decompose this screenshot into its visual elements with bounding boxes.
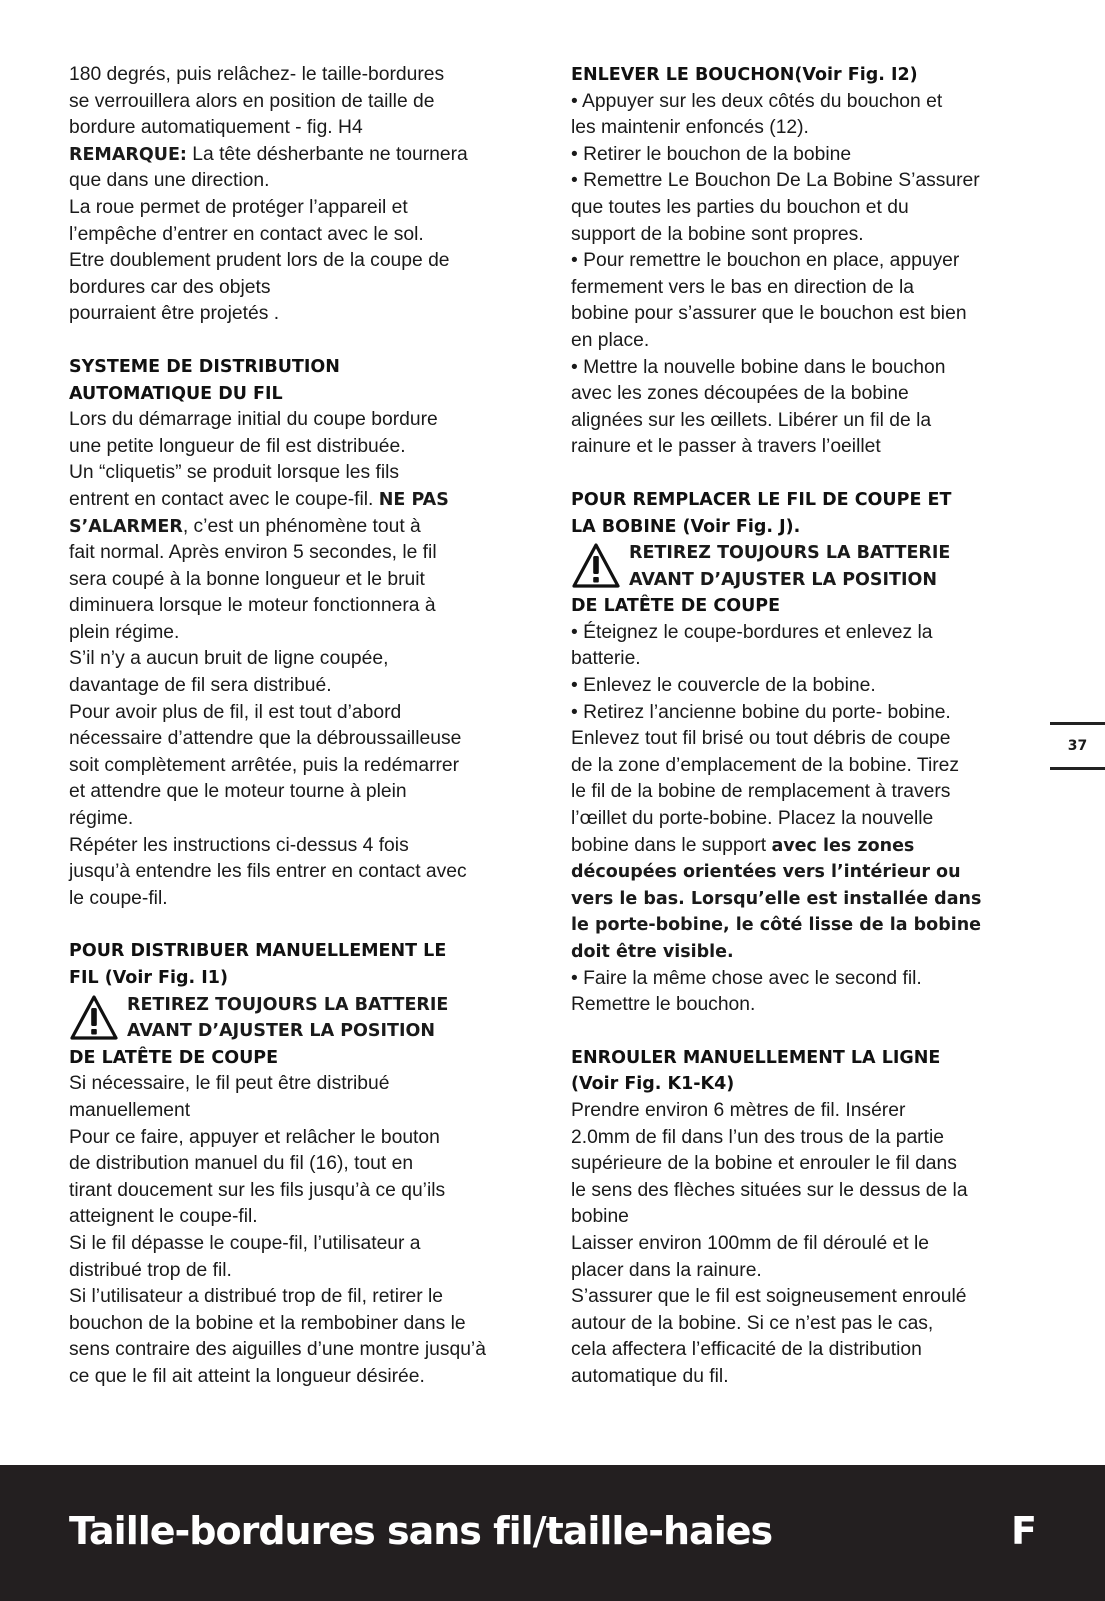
text-line: S’il n’y a aucun bruit de ligne coupée,	[69, 648, 389, 670]
warning-triangle-icon	[69, 994, 119, 1042]
text-line: • Faire la même chose avec le second fil.	[571, 967, 922, 989]
warning-line: AVANT D’AJUSTER LA POSITION	[127, 1021, 436, 1042]
footer-bar	[0, 1465, 1105, 1601]
text-line: pourraient être projetés .	[69, 303, 280, 325]
text-line: manuellement	[69, 1099, 191, 1121]
text-line: bobine	[571, 1206, 629, 1228]
section-heading: POUR REMPLACER LE FIL DE COUPE ET	[571, 489, 952, 510]
text-line: de distribution manuel du fil (16), tout en	[69, 1153, 414, 1175]
text-line: une petite longueur de fil est distribuée.	[69, 435, 406, 457]
text-line: en place.	[571, 329, 650, 351]
text-line: le sens des flèches situées sur le dessus de la	[571, 1179, 968, 1201]
text-line: Enlevez tout fil brisé ou tout débris de coupe	[571, 728, 951, 750]
section-heading: (Voir Fig. K1-K4)	[571, 1074, 735, 1095]
text-line: supérieure de la bobine et enrouler le fil dans	[571, 1153, 957, 1175]
text-line: bobine pour s’assurer que le bouchon est bien	[571, 303, 967, 325]
text-line: sera coupé à la bonne longueur et le bruit	[69, 568, 425, 590]
text-line: La roue permet de protéger l’appareil et	[69, 196, 408, 218]
text-line: automatique du fil.	[571, 1365, 729, 1387]
emphasis: NE PAS	[378, 489, 449, 510]
text-line: • Pour remettre le bouchon en place, appuyer	[571, 250, 960, 272]
warning-line: RETIREZ TOUJOURS LA BATTERIE	[629, 543, 951, 564]
text-line: nécessaire d’attendre que la débroussailleuse	[69, 728, 462, 750]
text-line: jusqu’à entendre les fils entrer en contact avec	[69, 861, 467, 883]
right-column	[571, 62, 1041, 1391]
language-code: F	[1011, 1509, 1037, 1553]
text-line: Si nécessaire, le fil peut être distribué	[69, 1073, 390, 1095]
warning-block	[69, 992, 539, 1045]
text-span: entrent en contact avec le coupe-fil.	[69, 488, 379, 510]
warning-text	[127, 992, 448, 1045]
text-line: autour de la bobine. Si ce n’est pas le cas,	[571, 1312, 934, 1334]
emphasis-line: découpées orientées vers l’intérieur ou	[571, 862, 961, 883]
warning-block	[571, 540, 1041, 593]
text-line: Si le fil dépasse le coupe-fil, l’utilisateur a	[69, 1232, 421, 1254]
text-line: • Remettre Le Bouchon De La Bobine S’assurer	[571, 170, 980, 192]
text-line: atteignent le coupe-fil.	[69, 1206, 258, 1228]
text-line: Remettre le bouchon.	[571, 994, 756, 1016]
footer-title: Taille-bordures sans fil/taille-haies	[69, 1509, 773, 1553]
text-line: Laisser environ 100mm de fil déroulé et le	[571, 1232, 929, 1254]
emphasis-line: doit être visible.	[571, 942, 734, 962]
text-line: Prendre environ 6 mètres de fil. Insérer	[571, 1099, 906, 1121]
text-line	[69, 514, 539, 541]
text-span: bobine dans le support	[571, 834, 772, 856]
text-line: sens contraire des aiguilles d’une montre jusqu’à	[69, 1339, 486, 1361]
text-line	[571, 833, 1041, 860]
text-line: support de la bobine sont propres.	[571, 223, 864, 245]
text-span: , c’est un phénomène tout à	[182, 515, 421, 537]
text-line: soit complètement arrêtée, puis la redémarrer	[69, 754, 460, 776]
warning-tail: DE LATÊTE DE COUPE	[571, 596, 781, 617]
text-line: Etre doublement prudent lors de la coupe de	[69, 250, 450, 272]
section-heading: POUR DISTRIBUER MANUELLEMENT LE	[69, 941, 447, 962]
text-line: bordure automatiquement - fig. H4	[69, 117, 363, 139]
text-line: placer dans la rainure.	[571, 1259, 762, 1281]
section-heading: FIL (Voir Fig. I1)	[69, 968, 228, 988]
text-line: Lors du démarrage initial du coupe bordure	[69, 409, 438, 431]
text-line: fait normal. Après environ 5 secondes, le fil	[69, 542, 437, 564]
text-line: avec les zones découpées de la bobine	[571, 383, 909, 405]
section-heading: SYSTEME DE DISTRIBUTION	[69, 356, 340, 377]
text-line: régime.	[69, 808, 134, 830]
text-line: distribué trop de fil.	[69, 1259, 232, 1281]
text-line: Pour avoir plus de fil, il est tout d’abord	[69, 701, 402, 723]
text-line: les maintenir enfoncés (12).	[571, 117, 809, 139]
text-line: S’assurer que le fil est soigneusement enroulé	[571, 1286, 967, 1308]
section-heading: ENROULER MANUELLEMENT LA LIGNE	[571, 1047, 941, 1068]
text-line: le fil de la bobine de remplacement à travers	[571, 781, 951, 803]
text-line: se verrouillera alors en position de taille de	[69, 90, 435, 112]
text-line: l’œillet du porte-bobine. Placez la nouvelle	[571, 808, 934, 830]
text-line: l’empêche d’entrer en contact avec le sol.	[69, 223, 424, 245]
text-line: de la zone d’emplacement de la bobine. Tirez	[571, 754, 960, 776]
emphasis: avec les zones	[771, 835, 915, 856]
text-line: fermement vers le bas en direction de la	[571, 276, 914, 298]
left-column	[69, 62, 539, 1391]
text-line: batterie.	[571, 648, 641, 670]
emphasis-line: le porte-bobine, le côté lisse de la bobine	[571, 915, 982, 936]
text-line: 2.0mm de fil dans l’un des trous de la partie	[571, 1126, 944, 1148]
section-heading: LA BOBINE (Voir Fig. J).	[571, 516, 801, 537]
text-line: ce que le fil ait atteint la longueur désirée.	[69, 1365, 425, 1387]
text-line: plein régime.	[69, 621, 180, 643]
text-line: • Éteignez le coupe-bordures et enlevez la	[571, 621, 933, 643]
text-line: 180 degrés, puis relâchez- le taille-bordures	[69, 64, 445, 85]
remarque-line	[69, 142, 539, 169]
text-line: que toutes les parties du bouchon et du	[571, 196, 909, 218]
text-line: Répéter les instructions ci-dessus 4 fois	[69, 834, 409, 856]
text-line: • Retirez l’ancienne bobine du porte- bobine.	[571, 701, 951, 723]
text-line: bordures car des objets	[69, 276, 271, 298]
text-line: • Appuyer sur les deux côtés du bouchon et	[571, 90, 943, 112]
remarque-text: La tête désherbante ne tournera	[186, 143, 468, 165]
warning-text	[629, 540, 950, 593]
warning-line: AVANT D’AJUSTER LA POSITION	[629, 569, 938, 590]
text-line: • Mettre la nouvelle bobine dans le bouchon	[571, 356, 946, 378]
warning-tail: DE LATÊTE DE COUPE	[69, 1047, 279, 1068]
text-line: cela affectera l’efficacité de la distribution	[571, 1339, 922, 1361]
remarque-label: REMARQUE:	[69, 144, 187, 165]
text-line: et attendre que le moteur tourne à plein	[69, 781, 407, 803]
text-line: alignées sur les œillets. Libérer un fil de la	[571, 409, 932, 431]
warning-triangle-icon	[571, 542, 621, 590]
text-line: Pour ce faire, appuyer et relâcher le bouton	[69, 1126, 440, 1148]
text-line: rainure et le passer à travers l’oeillet	[571, 436, 881, 458]
warning-line: RETIREZ TOUJOURS LA BATTERIE	[127, 994, 449, 1015]
section-heading: AUTOMATIQUE DU FIL	[69, 383, 283, 404]
text-line: bouchon de la bobine et la rembobiner dans le	[69, 1312, 466, 1334]
text-line: que dans une direction.	[69, 170, 270, 192]
emphasis: S’ALARMER	[69, 516, 183, 537]
text-line: • Retirer le bouchon de la bobine	[571, 143, 852, 165]
text-line: le coupe-fil.	[69, 887, 168, 909]
text-line: Un “cliquetis” se produit lorsque les fils	[69, 462, 400, 484]
text-line: davantage de fil sera distribué.	[69, 675, 332, 697]
text-line	[69, 487, 539, 514]
text-line: tirant doucement sur les fils jusqu’à ce qu’ils	[69, 1179, 446, 1201]
text-line: • Enlevez le couvercle de la bobine.	[571, 675, 876, 697]
text-line: Si l’utilisateur a distribué trop de fil, retirer le	[69, 1286, 443, 1308]
emphasis-line: vers le bas. Lorsqu’elle est installée dans	[571, 888, 982, 909]
page-number: 37	[1050, 722, 1105, 770]
section-heading: ENLEVER LE BOUCHON(Voir Fig. I2)	[571, 65, 918, 85]
text-line: diminuera lorsque le moteur fonctionnera à	[69, 595, 436, 617]
